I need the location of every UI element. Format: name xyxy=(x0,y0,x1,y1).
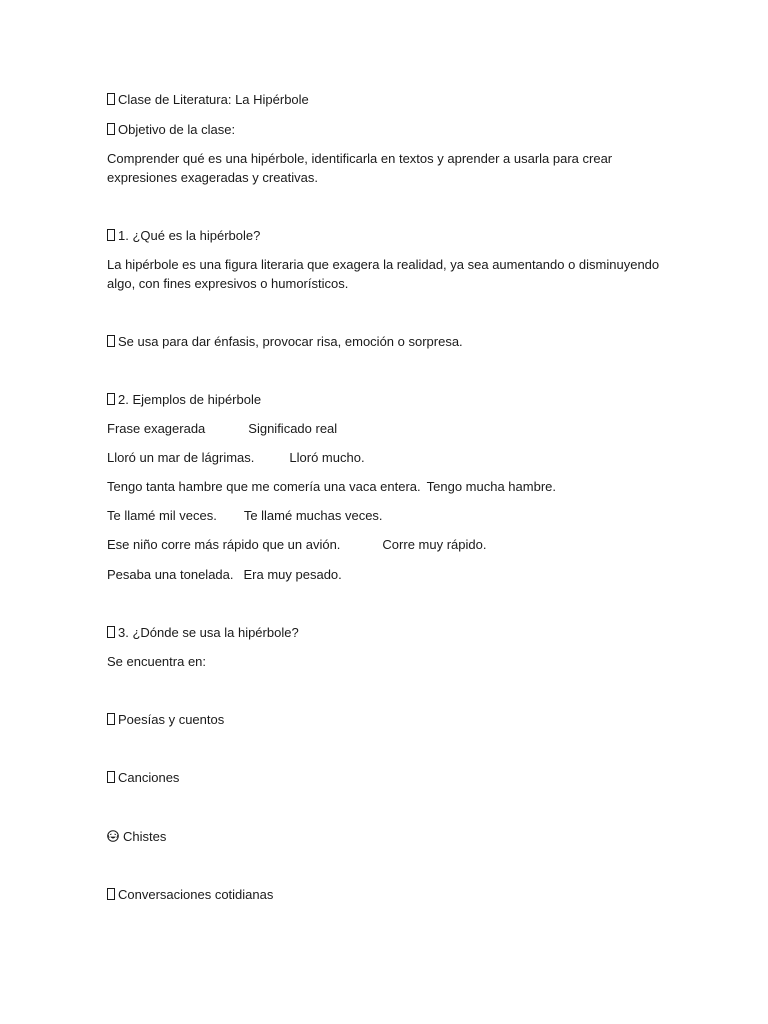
example-phrase: Te llamé mil veces. xyxy=(107,508,217,523)
definition-text: La hipérbole es una figura literaria que exagera la realidad, ya sea aumentando o disminuyendo algo, con fines expresivos o humorísticos. xyxy=(107,257,660,291)
example-meaning: Corre muy rápido. xyxy=(382,537,487,552)
example-meaning: Lloró mucho. xyxy=(289,450,365,465)
page-title: Clase de Literatura: La Hipérbole xyxy=(107,90,309,109)
list-item: Canciones xyxy=(107,768,179,787)
objective-text: Comprender qué es una hipérbole, identificarla en textos y aprender a usarla para crear expresiones exageradas y creativas. xyxy=(107,151,613,185)
objective-heading: Objetivo de la clase: xyxy=(107,120,235,139)
example-meaning: Tengo mucha hambre. xyxy=(426,479,556,494)
example-row xyxy=(107,565,342,584)
example-meaning: Era muy pesado. xyxy=(243,567,342,582)
usage-intro: Se encuentra en: xyxy=(107,654,207,669)
example-row xyxy=(107,448,365,467)
column-header-phrase: Frase exagerada xyxy=(107,421,206,436)
example-row xyxy=(107,535,486,554)
list-item: Chistes xyxy=(107,827,166,846)
example-row xyxy=(107,477,556,496)
section-2-heading: 2. Ejemplos de hipérbole xyxy=(107,390,261,409)
example-meaning: Te llamé muchas veces. xyxy=(243,508,383,523)
list-item: Conversaciones cotidianas xyxy=(107,885,273,904)
missing-glyph-icon xyxy=(107,888,115,900)
example-phrase: Ese niño corre más rápido que un avión. xyxy=(107,537,341,552)
example-phrase: Lloró un mar de lágrimas. xyxy=(107,450,255,465)
example-row xyxy=(107,506,383,525)
examples-header-row xyxy=(107,419,337,438)
missing-glyph-icon xyxy=(107,626,115,638)
example-phrase: Pesaba una tonelada. xyxy=(107,567,234,582)
missing-glyph-icon xyxy=(107,229,115,241)
missing-glyph-icon xyxy=(107,93,115,105)
missing-glyph-icon xyxy=(107,713,115,725)
example-phrase: Tengo tanta hambre que me comería una vaca entera. xyxy=(107,479,421,494)
missing-glyph-icon xyxy=(107,123,115,135)
missing-glyph-icon xyxy=(107,335,115,347)
section-1-heading: 1. ¿Qué es la hipérbole? xyxy=(107,226,260,245)
missing-glyph-icon xyxy=(107,393,115,405)
usage-note: Se usa para dar énfasis, provocar risa, emoción o sorpresa. xyxy=(107,332,463,351)
laughing-face-icon xyxy=(107,830,119,842)
list-item: Poesías y cuentos xyxy=(107,710,224,729)
column-header-meaning: Significado real xyxy=(248,421,338,436)
missing-glyph-icon xyxy=(107,771,115,783)
section-3-heading: 3. ¿Dónde se usa la hipérbole? xyxy=(107,623,299,642)
